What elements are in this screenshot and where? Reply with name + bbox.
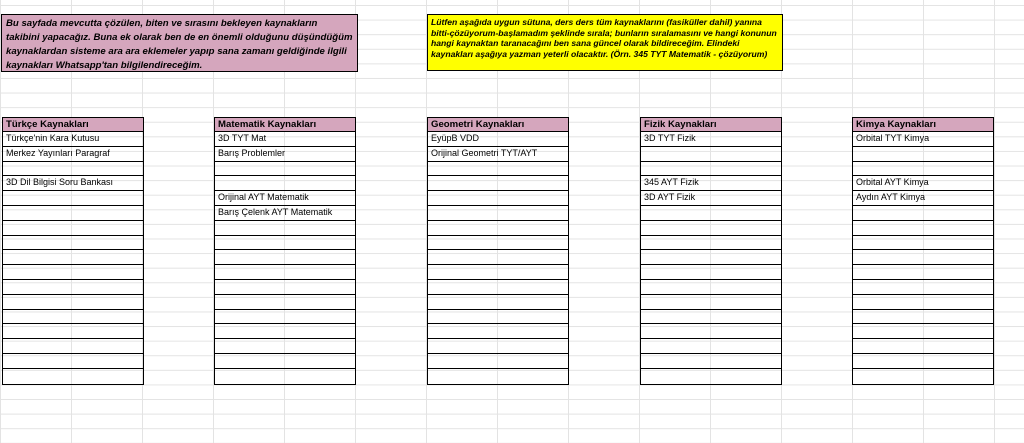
column-matematik [214,117,356,385]
resource-cell[interactable] [428,176,568,191]
resource-cell[interactable] [641,324,781,339]
column-fizik [640,117,782,385]
resource-cell[interactable] [853,265,993,280]
resource-cell[interactable] [641,147,781,162]
resource-cell[interactable] [215,339,355,354]
resource-cell[interactable] [3,324,143,339]
resource-cell[interactable] [428,280,568,295]
resource-cell[interactable] [853,310,993,325]
resource-cell[interactable] [428,324,568,339]
resource-cell[interactable] [215,162,355,177]
column-turkce [2,117,144,385]
column-header-turkce[interactable]: Türkçe Kaynakları [3,117,143,132]
resource-cell[interactable] [215,250,355,265]
resource-cell[interactable] [428,250,568,265]
resource-cell[interactable] [853,324,993,339]
resource-cell[interactable] [428,221,568,236]
resource-cell[interactable] [428,295,568,310]
resource-cell[interactable] [428,339,568,354]
resource-cell[interactable] [853,280,993,295]
resource-cell[interactable] [215,354,355,369]
resource-cell[interactable] [3,191,143,206]
resource-cell[interactable] [853,162,993,177]
resource-cell[interactable] [215,280,355,295]
column-header-matematik[interactable]: Matematik Kaynakları [215,117,355,132]
resource-cell[interactable] [215,295,355,310]
column-header-fizik[interactable]: Fizik Kaynakları [641,117,781,132]
resource-cell[interactable] [3,339,143,354]
resource-cell[interactable] [215,176,355,191]
resource-cell[interactable] [428,206,568,221]
info-note-right[interactable]: Lütfen aşağıda uygun sütuna, ders ders tüm kaynaklarını (fasiküller dahil) yanına bitti-çözüyorum-başlamadım şeklinde sırala; bunların sıralamasını ve hangi konunun hangi kaynaktan taranacağını ben sana güncel olarak bildireceğim. Elindeki kaynakları aşağıya yazman yeterli olacaktır. (Örn. 345 TYT Matematik - çözüyorum) [427,14,783,71]
resource-cell[interactable]: EyüpB VDD [428,132,568,147]
resource-cell[interactable] [428,369,568,384]
resource-cell[interactable] [641,369,781,384]
resource-cell[interactable] [3,250,143,265]
resource-cell[interactable] [3,369,143,384]
resource-cell[interactable] [641,265,781,280]
resource-cell[interactable] [853,250,993,265]
resource-cell[interactable] [641,295,781,310]
resource-cell[interactable] [3,162,143,177]
info-note-left[interactable]: Bu sayfada mevcutta çözülen, biten ve sırasını bekleyen kaynakların takibini yapacağız. Buna ek olarak ben de en önemli olduğunu düşündüğüm kaynaklardan sisteme ara ara eklemeler yapıp sana zamanı geldiğinde ilgili kaynakları Whatsapp'tan bilgilendireceğim. [1,14,358,72]
resource-cell[interactable] [641,162,781,177]
column-kimya [852,117,994,385]
resource-cell[interactable] [428,310,568,325]
resource-cell[interactable] [853,221,993,236]
resource-cell[interactable] [215,221,355,236]
resource-cell[interactable]: Merkez Yayınları Paragraf [3,147,143,162]
column-geometri [427,117,569,385]
resource-cell[interactable]: 345 AYT Fizik [641,176,781,191]
resource-cell[interactable] [853,295,993,310]
column-header-geometri[interactable]: Geometri Kaynakları [428,117,568,132]
resource-cell[interactable] [3,221,143,236]
resource-cell[interactable]: 3D TYT Fizik [641,132,781,147]
resource-cell[interactable] [215,236,355,251]
resource-cell[interactable] [428,354,568,369]
resource-cell[interactable] [215,265,355,280]
resource-cell[interactable] [3,295,143,310]
resource-cell[interactable]: Aydın AYT Kimya [853,191,993,206]
resource-cell[interactable] [641,354,781,369]
resource-cell[interactable]: 3D Dil Bilgisi Soru Bankası [3,176,143,191]
resource-cell[interactable] [641,280,781,295]
resource-cell[interactable] [853,354,993,369]
resource-cell[interactable] [215,310,355,325]
resource-cell[interactable] [428,162,568,177]
resource-cell[interactable] [3,310,143,325]
resource-cell[interactable] [428,265,568,280]
resource-cell[interactable]: Barış Çelenk AYT Matematik [215,206,355,221]
resource-cell[interactable]: Orijinal AYT Matematik [215,191,355,206]
column-header-kimya[interactable]: Kimya Kaynakları [853,117,993,132]
resource-cell[interactable]: Orbital AYT Kimya [853,176,993,191]
resource-cell[interactable]: Orijinal Geometri TYT/AYT [428,147,568,162]
resource-cell[interactable] [641,339,781,354]
resource-cell[interactable] [853,339,993,354]
resource-cell[interactable]: Türkçe'nin Kara Kutusu [3,132,143,147]
resource-cell[interactable] [3,236,143,251]
resource-cell[interactable] [428,191,568,206]
resource-cell[interactable] [641,206,781,221]
resource-cell[interactable] [641,236,781,251]
resource-cell[interactable]: Orbital TYT Kimya [853,132,993,147]
resource-cell[interactable] [853,236,993,251]
resource-cell[interactable] [3,280,143,295]
resource-cell[interactable] [641,221,781,236]
resource-cell[interactable]: 3D TYT Mat [215,132,355,147]
resource-cell[interactable] [641,310,781,325]
resource-cell[interactable] [853,369,993,384]
resource-cell[interactable] [428,236,568,251]
resource-cell[interactable] [3,206,143,221]
resource-cell[interactable] [215,369,355,384]
resource-cell[interactable] [641,250,781,265]
resource-cell[interactable] [215,324,355,339]
resource-cell[interactable] [853,206,993,221]
resource-cell[interactable] [3,265,143,280]
resource-cell[interactable]: Barış Problemler [215,147,355,162]
resource-cell[interactable] [853,147,993,162]
resource-cell[interactable] [3,354,143,369]
resource-cell[interactable]: 3D AYT Fizik [641,191,781,206]
